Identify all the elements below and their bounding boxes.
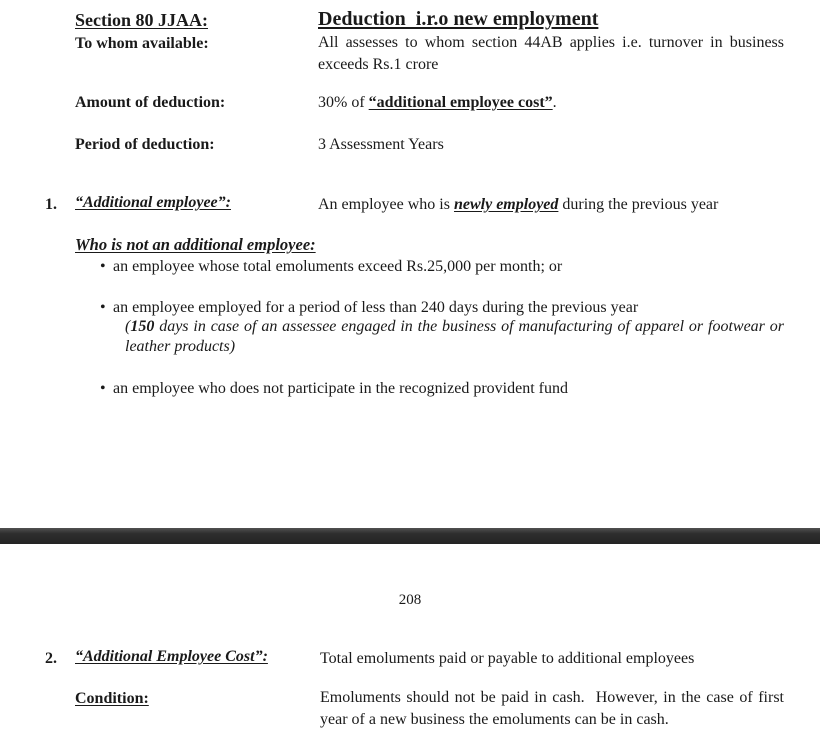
note-rest: days in case of an assessee engaged in the business of manufacturing of apparel or footwear or leather products) — [125, 318, 784, 355]
condition-text: Emoluments should not be paid in cash. However, in the case of first year of a new business the emoluments can be in cash. — [320, 689, 788, 728]
page-break-bar — [0, 528, 820, 544]
amount-value-prefix: 30% of — [318, 94, 369, 111]
amount-label: Amount of deduction: — [75, 94, 226, 111]
bullet-icon: • — [100, 380, 106, 397]
availability-text: All assesses to whom section 44AB applies i.e. turnover in business exceeds Rs.1 crore — [318, 34, 784, 73]
amount-value — [318, 92, 557, 114]
exclusion-bullet-2 — [100, 297, 790, 319]
exclusion-bullet-1-text: an employee whose total emoluments exceed Rs.25,000 per month; or — [113, 258, 563, 275]
period-value: 3 Assessment Years — [318, 136, 444, 153]
item1-desc-emphasis: newly employed — [453, 196, 559, 213]
exclusion-bullet-2-note — [125, 317, 784, 357]
page-number: 208 — [398, 592, 422, 608]
item2-term: “Additional Employee Cost”: — [75, 648, 268, 665]
item2-description: Total emoluments paid or payable to additional employees — [320, 650, 695, 667]
amount-value-emphasis: “additional employee cost” — [368, 94, 553, 111]
item1-term: “Additional employee”: — [75, 194, 231, 211]
item1-desc-suffix: during the previous year — [558, 196, 719, 213]
period-label: Period of deduction: — [75, 136, 215, 153]
note-open: ( — [125, 318, 131, 335]
section-heading: Section 80 JJAA: — [75, 10, 208, 30]
note-days-bold: 150 — [130, 318, 155, 335]
bullet-icon: • — [100, 299, 106, 316]
exclusion-bullet-3 — [100, 378, 790, 400]
condition-label: Condition: — [75, 690, 149, 707]
item1-number: 1. — [45, 196, 57, 213]
item1-desc-prefix: An employee who is — [318, 196, 454, 213]
section-title: Deduction i.r.o new employment — [318, 8, 599, 30]
exclusions-heading: Who is not an additional employee: — [75, 235, 316, 254]
item2-number: 2. — [45, 650, 57, 667]
exclusion-bullet-2-text: an employee employed for a period of less than 240 days during the previous year — [113, 299, 639, 316]
amount-value-suffix: . — [552, 94, 557, 111]
availability-label: To whom available: — [75, 35, 209, 52]
exclusion-bullet-1 — [100, 256, 790, 278]
item1-description — [318, 194, 788, 216]
exclusion-bullet-3-text: an employee who does not participate in the recognized provident fund — [113, 380, 568, 397]
bullet-icon: • — [100, 258, 106, 275]
